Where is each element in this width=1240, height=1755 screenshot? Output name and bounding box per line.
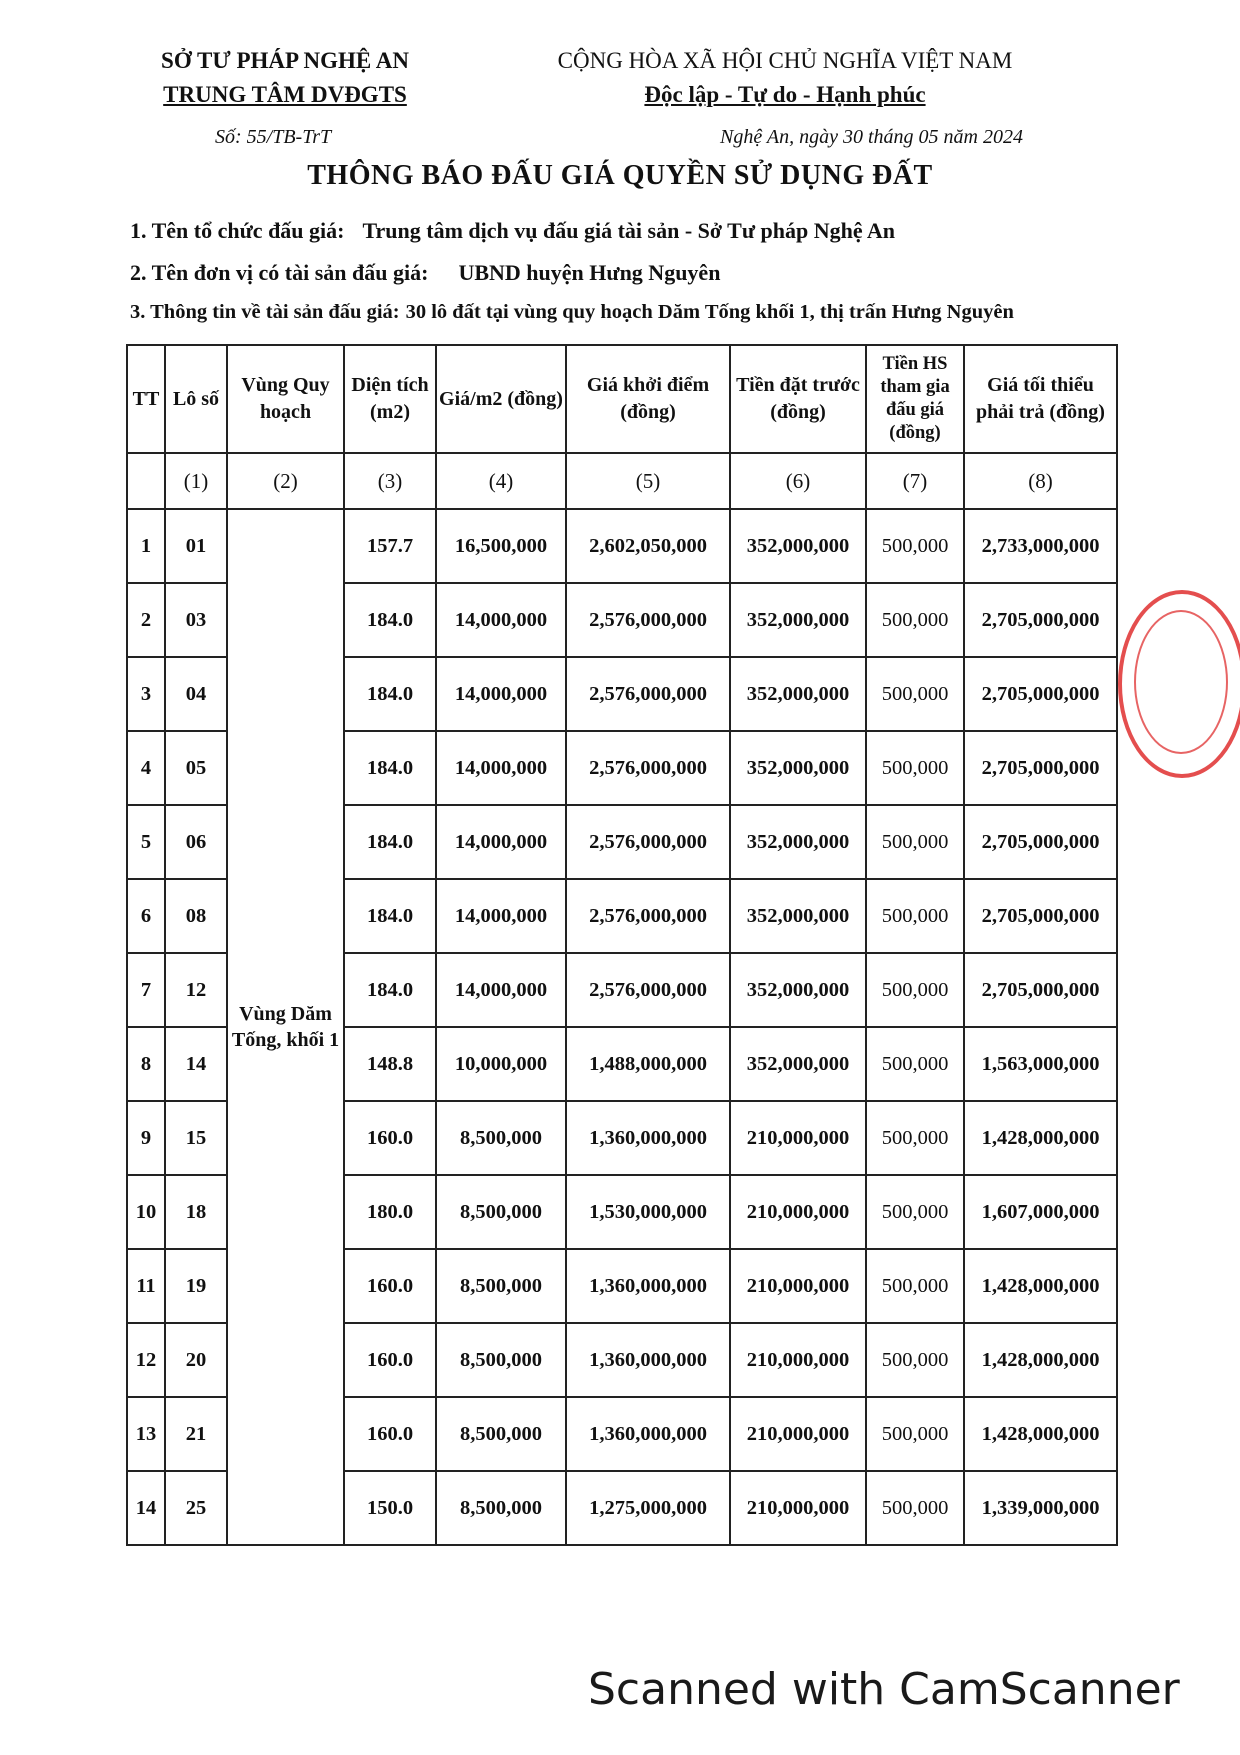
area-value: 184.0 bbox=[344, 805, 436, 879]
row-index: 4 bbox=[127, 731, 165, 805]
area-value: 184.0 bbox=[344, 657, 436, 731]
red-seal-stamp-inner bbox=[1134, 610, 1228, 754]
info-item-2-label: 2. Tên đơn vị có tài sản đấu giá: bbox=[130, 260, 429, 285]
row-index: 2 bbox=[127, 583, 165, 657]
application-fee: 500,000 bbox=[866, 1249, 964, 1323]
lot-number: 14 bbox=[165, 1027, 227, 1101]
price-per-m2: 8,500,000 bbox=[436, 1323, 566, 1397]
row-index: 12 bbox=[127, 1323, 165, 1397]
minimum-price: 1,428,000,000 bbox=[964, 1397, 1117, 1471]
lot-number: 19 bbox=[165, 1249, 227, 1323]
price-per-m2: 14,000,000 bbox=[436, 583, 566, 657]
area-value: 184.0 bbox=[344, 953, 436, 1027]
area-value: 184.0 bbox=[344, 583, 436, 657]
deposit-amount: 352,000,000 bbox=[730, 879, 866, 953]
minimum-price: 1,428,000,000 bbox=[964, 1323, 1117, 1397]
application-fee: 500,000 bbox=[866, 879, 964, 953]
lot-number: 05 bbox=[165, 731, 227, 805]
price-per-m2: 16,500,000 bbox=[436, 509, 566, 583]
lot-number: 20 bbox=[165, 1323, 227, 1397]
application-fee: 500,000 bbox=[866, 1027, 964, 1101]
deposit-amount: 352,000,000 bbox=[730, 509, 866, 583]
column-number: (6) bbox=[730, 453, 866, 509]
header-tt: TT bbox=[127, 345, 165, 453]
lot-number: 15 bbox=[165, 1101, 227, 1175]
deposit-amount: 352,000,000 bbox=[730, 1027, 866, 1101]
info-item-3-label: 3. Thông tin về tài sản đấu giá: bbox=[130, 301, 400, 323]
lot-number: 21 bbox=[165, 1397, 227, 1471]
minimum-price: 1,339,000,000 bbox=[964, 1471, 1117, 1545]
price-per-m2: 14,000,000 bbox=[436, 805, 566, 879]
minimum-price: 2,705,000,000 bbox=[964, 657, 1117, 731]
header-price-m2: Giá/m2 (đồng) bbox=[436, 345, 566, 453]
start-price: 2,576,000,000 bbox=[566, 657, 730, 731]
lot-number: 04 bbox=[165, 657, 227, 731]
deposit-amount: 352,000,000 bbox=[730, 657, 866, 731]
application-fee: 500,000 bbox=[866, 583, 964, 657]
minimum-price: 1,428,000,000 bbox=[964, 1101, 1117, 1175]
price-per-m2: 14,000,000 bbox=[436, 657, 566, 731]
area-value: 160.0 bbox=[344, 1101, 436, 1175]
price-per-m2: 8,500,000 bbox=[436, 1397, 566, 1471]
row-index: 5 bbox=[127, 805, 165, 879]
area-value: 160.0 bbox=[344, 1397, 436, 1471]
column-number: (1) bbox=[165, 453, 227, 509]
application-fee: 500,000 bbox=[866, 1101, 964, 1175]
area-value: 148.8 bbox=[344, 1027, 436, 1101]
deposit-amount: 210,000,000 bbox=[730, 1101, 866, 1175]
area-value: 160.0 bbox=[344, 1323, 436, 1397]
deposit-amount: 210,000,000 bbox=[730, 1397, 866, 1471]
deposit-amount: 352,000,000 bbox=[730, 731, 866, 805]
application-fee: 500,000 bbox=[866, 805, 964, 879]
row-index: 13 bbox=[127, 1397, 165, 1471]
minimum-price: 2,705,000,000 bbox=[964, 583, 1117, 657]
lot-number: 06 bbox=[165, 805, 227, 879]
info-item-3 bbox=[130, 301, 1014, 324]
application-fee: 500,000 bbox=[866, 1323, 964, 1397]
deposit-amount: 210,000,000 bbox=[730, 1471, 866, 1545]
minimum-price: 2,705,000,000 bbox=[964, 879, 1117, 953]
minimum-price: 2,733,000,000 bbox=[964, 509, 1117, 583]
start-price: 2,576,000,000 bbox=[566, 879, 730, 953]
start-price: 2,602,050,000 bbox=[566, 509, 730, 583]
header-deposit: Tiền đặt trước (đồng) bbox=[730, 345, 866, 453]
area-value: 184.0 bbox=[344, 731, 436, 805]
application-fee: 500,000 bbox=[866, 657, 964, 731]
header-start-price: Giá khởi điểm (đồng) bbox=[566, 345, 730, 453]
zone-cell: Vùng Dăm Tống, khối 1 bbox=[227, 509, 344, 1545]
area-value: 184.0 bbox=[344, 879, 436, 953]
deposit-amount: 352,000,000 bbox=[730, 953, 866, 1027]
info-item-1-label: 1. Tên tổ chức đấu giá: bbox=[130, 218, 345, 243]
row-index: 1 bbox=[127, 509, 165, 583]
deposit-amount: 210,000,000 bbox=[730, 1175, 866, 1249]
application-fee: 500,000 bbox=[866, 1175, 964, 1249]
minimum-price: 2,705,000,000 bbox=[964, 953, 1117, 1027]
deposit-amount: 210,000,000 bbox=[730, 1323, 866, 1397]
minimum-price: 1,428,000,000 bbox=[964, 1249, 1117, 1323]
lot-number: 01 bbox=[165, 509, 227, 583]
column-number: (3) bbox=[344, 453, 436, 509]
area-value: 180.0 bbox=[344, 1175, 436, 1249]
area-value: 160.0 bbox=[344, 1249, 436, 1323]
application-fee: 500,000 bbox=[866, 509, 964, 583]
application-fee: 500,000 bbox=[866, 1397, 964, 1471]
start-price: 2,576,000,000 bbox=[566, 953, 730, 1027]
price-per-m2: 14,000,000 bbox=[436, 879, 566, 953]
info-item-1-value: Trung tâm dịch vụ đấu giá tài sản - Sở Tư pháp Nghệ An bbox=[362, 218, 896, 243]
start-price: 1,360,000,000 bbox=[566, 1101, 730, 1175]
national-header bbox=[540, 48, 1030, 108]
header-zone: Vùng Quy hoạch bbox=[227, 345, 344, 453]
deposit-amount: 352,000,000 bbox=[730, 805, 866, 879]
column-number bbox=[127, 453, 165, 509]
row-index: 7 bbox=[127, 953, 165, 1027]
price-per-m2: 14,000,000 bbox=[436, 953, 566, 1027]
price-per-m2: 8,500,000 bbox=[436, 1101, 566, 1175]
application-fee: 500,000 bbox=[866, 953, 964, 1027]
row-index: 9 bbox=[127, 1101, 165, 1175]
header-lot: Lô số bbox=[165, 345, 227, 453]
org-parent-name: SỞ TƯ PHÁP NGHỆ AN bbox=[161, 48, 409, 73]
start-price: 1,530,000,000 bbox=[566, 1175, 730, 1249]
minimum-price: 2,705,000,000 bbox=[964, 805, 1117, 879]
area-value: 150.0 bbox=[344, 1471, 436, 1545]
column-number-row bbox=[127, 453, 1117, 509]
table-row bbox=[127, 509, 1117, 583]
area-value: 157.7 bbox=[344, 509, 436, 583]
minimum-price: 1,607,000,000 bbox=[964, 1175, 1117, 1249]
row-index: 3 bbox=[127, 657, 165, 731]
row-index: 8 bbox=[127, 1027, 165, 1101]
row-index: 10 bbox=[127, 1175, 165, 1249]
camscanner-watermark: Scanned with CamScanner bbox=[588, 1664, 1180, 1715]
lot-number: 03 bbox=[165, 583, 227, 657]
start-price: 2,576,000,000 bbox=[566, 805, 730, 879]
start-price: 1,360,000,000 bbox=[566, 1397, 730, 1471]
table-header-row bbox=[127, 345, 1117, 453]
price-per-m2: 8,500,000 bbox=[436, 1471, 566, 1545]
start-price: 2,576,000,000 bbox=[566, 731, 730, 805]
org-header bbox=[140, 48, 430, 108]
document-number: Số: 55/TB-TrT bbox=[215, 126, 332, 148]
start-price: 2,576,000,000 bbox=[566, 583, 730, 657]
minimum-price: 2,705,000,000 bbox=[964, 731, 1117, 805]
price-per-m2: 8,500,000 bbox=[436, 1175, 566, 1249]
lot-number: 18 bbox=[165, 1175, 227, 1249]
header-fee: Tiền HS tham gia đấu giá (đồng) bbox=[866, 345, 964, 453]
row-index: 6 bbox=[127, 879, 165, 953]
document-title: THÔNG BÁO ĐẤU GIÁ QUYỀN SỬ DỤNG ĐẤT bbox=[307, 160, 933, 191]
price-per-m2: 10,000,000 bbox=[436, 1027, 566, 1101]
start-price: 1,360,000,000 bbox=[566, 1323, 730, 1397]
national-title: CỘNG HÒA XÃ HỘI CHỦ NGHĨA VIỆT NAM bbox=[557, 48, 1013, 73]
start-price: 1,488,000,000 bbox=[566, 1027, 730, 1101]
national-motto: Độc lập - Tự do - Hạnh phúc bbox=[644, 82, 926, 107]
deposit-amount: 352,000,000 bbox=[730, 583, 866, 657]
info-item-2-value: UBND huyện Hưng Nguyên bbox=[458, 260, 721, 285]
start-price: 1,360,000,000 bbox=[566, 1249, 730, 1323]
application-fee: 500,000 bbox=[866, 731, 964, 805]
column-number: (7) bbox=[866, 453, 964, 509]
header-area: Diện tích (m2) bbox=[344, 345, 436, 453]
lot-number: 12 bbox=[165, 953, 227, 1027]
row-index: 14 bbox=[127, 1471, 165, 1545]
lot-number: 08 bbox=[165, 879, 227, 953]
header-min-price: Giá tối thiểu phải trả (đồng) bbox=[964, 345, 1117, 453]
lot-number: 25 bbox=[165, 1471, 227, 1545]
deposit-amount: 210,000,000 bbox=[730, 1249, 866, 1323]
info-item-1 bbox=[130, 218, 895, 244]
row-index: 11 bbox=[127, 1249, 165, 1323]
info-item-3-value: 30 lô đất tại vùng quy hoạch Dăm Tống khối 1, thị trấn Hưng Nguyên bbox=[405, 301, 1014, 323]
document-date: Nghệ An, ngày 30 tháng 05 năm 2024 bbox=[720, 126, 1023, 148]
auction-lots-table bbox=[126, 344, 1118, 1546]
column-number: (4) bbox=[436, 453, 566, 509]
price-per-m2: 8,500,000 bbox=[436, 1249, 566, 1323]
column-number: (5) bbox=[566, 453, 730, 509]
column-number: (2) bbox=[227, 453, 344, 509]
org-name: TRUNG TÂM DVĐGTS bbox=[163, 82, 407, 107]
start-price: 1,275,000,000 bbox=[566, 1471, 730, 1545]
info-item-2 bbox=[130, 260, 720, 286]
price-per-m2: 14,000,000 bbox=[436, 731, 566, 805]
column-number: (8) bbox=[964, 453, 1117, 509]
application-fee: 500,000 bbox=[866, 1471, 964, 1545]
minimum-price: 1,563,000,000 bbox=[964, 1027, 1117, 1101]
